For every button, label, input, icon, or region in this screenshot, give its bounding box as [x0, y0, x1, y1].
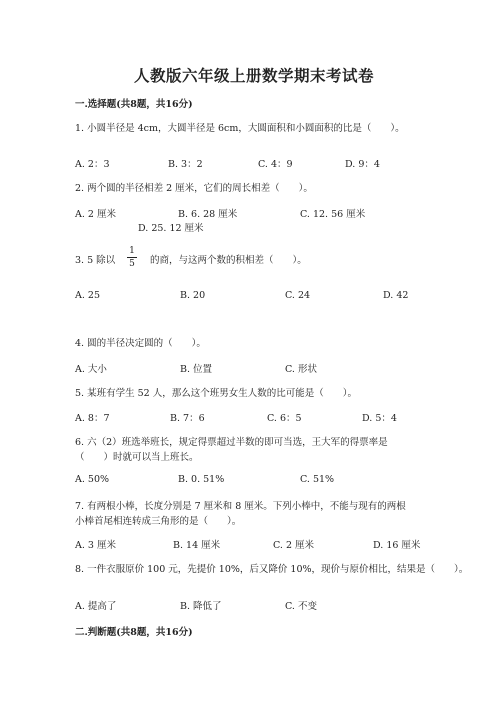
page-title: 人教版六年级上册数学期末考试卷 — [134, 66, 375, 85]
fraction-denominator: 5 — [129, 259, 135, 269]
question-1-option-c: C. 4：9 — [258, 159, 293, 170]
question-6-text-line-1: 6. 六（2）班选举班长，规定得票超过半数的即可当选，王大军的得票率是 — [75, 437, 388, 448]
question-7-text-line-1: 7. 有两根小棒，长度分别是 7 厘米和 8 厘米。下列小棒中，不能与现有的两根 — [75, 501, 406, 512]
question-5-option-c: C. 6：5 — [267, 413, 302, 424]
question-8-option-a: A. 提高了 — [75, 601, 117, 612]
question-3-option-b: B. 20 — [180, 290, 206, 301]
question-5-option-d: D. 5：4 — [362, 413, 397, 424]
question-2-option-a: A. 2 厘米 — [75, 209, 116, 220]
question-8-option-b: B. 降低了 — [180, 601, 222, 612]
question-4-text: 4. 圆的半径决定圆的（ ）。 — [75, 338, 206, 349]
fraction-bar — [127, 257, 137, 258]
question-5-option-a: A. 8：7 — [75, 413, 110, 424]
question-6-text-line-2: （ ）时就可以当上班长。 — [75, 452, 199, 463]
question-4-option-c: C. 形状 — [285, 364, 317, 375]
question-3-option-c: C. 24 — [285, 290, 311, 301]
question-1-option-a: A. 2：3 — [75, 159, 110, 170]
question-2-option-d: D. 25. 12 厘米 — [138, 223, 204, 234]
question-1-option-b: B. 3：2 — [168, 159, 203, 170]
question-4-option-a: A. 大小 — [75, 364, 107, 375]
question-7-option-b: B. 14 厘米 — [173, 540, 221, 551]
question-3-text-before: 3. 5 除以 — [75, 255, 116, 266]
question-7-option-d: D. 16 厘米 — [373, 540, 421, 551]
question-8-text: 8. 一件衣服原价 100 元，先提价 10%，后又降价 10%，现价与原价相比，结果是（ ）。 — [75, 564, 469, 575]
question-6-option-c: C. 51% — [300, 474, 335, 485]
question-1-option-d: D. 9：4 — [345, 159, 380, 170]
question-6-option-a: A. 50% — [75, 474, 110, 485]
question-4-option-b: B. 位置 — [180, 364, 213, 375]
section-heading-choice: 一.选择题(共8题，共16分) — [75, 99, 193, 110]
question-2-text: 2. 两个圆的半径相差 2 厘米，它们的周长相差（ ）。 — [75, 183, 313, 194]
question-5-option-b: B. 7：6 — [170, 413, 205, 424]
question-6-option-b: B. 0. 51% — [178, 474, 225, 485]
question-7-text-line-2: 小棒首尾相连转成三角形的是（ ）。 — [75, 516, 242, 527]
question-2-option-b: B. 6. 28 厘米 — [178, 209, 238, 220]
section-heading-true-false: 二.判断题(共8题，共16分) — [75, 627, 193, 638]
question-5-text: 5. 某班有学生 52 人，那么这个班男女生人数的比可能是（ ）。 — [75, 388, 357, 399]
question-3-option-a: A. 25 — [75, 290, 100, 301]
question-1-text: 1. 小圆半径是 4cm，大圆半径是 6cm，大圆面积和小圆面积的比是（ ）。 — [75, 123, 405, 134]
question-7-option-c: C. 2 厘米 — [273, 540, 315, 551]
question-7-option-a: A. 3 厘米 — [75, 540, 116, 551]
question-3-option-d: D. 42 — [383, 290, 409, 301]
question-8-option-c: C. 不变 — [285, 601, 317, 612]
question-2-option-c: C. 12. 56 厘米 — [300, 209, 366, 220]
question-3-fraction — [127, 246, 137, 269]
question-3-text-after: 的商，与这两个数的积相差（ ）。 — [150, 255, 307, 266]
fraction-numerator: 1 — [129, 246, 135, 256]
